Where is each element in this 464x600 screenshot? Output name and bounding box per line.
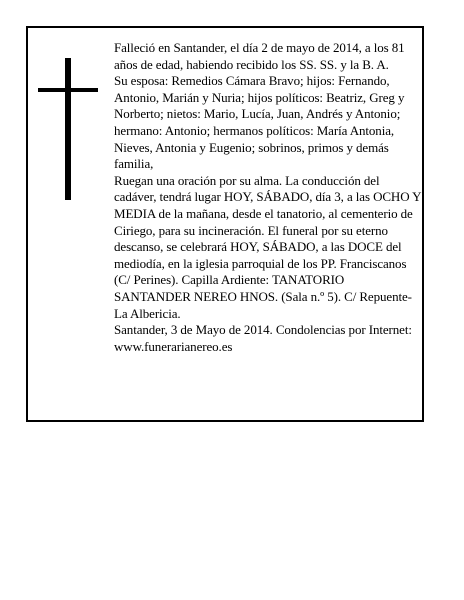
- obituary-notice: [26, 26, 424, 422]
- cross-vertical-bar: [65, 58, 71, 200]
- cross-icon: [38, 58, 100, 200]
- family-list: Su esposa: Remedios Cámara Bravo; hijos: Fernando, Antonio, Marián y Nuria; hijos políticos: Beatriz, Greg y Norberto; nietos: Mario, Lucía, Juan, Andrés y Antonio; hermano: Antonio; hermanos políticos: María Antonia, Nieves, Antonia y Eugenio; sobrinos, primos y demás familia,: [114, 73, 405, 172]
- obituary-text: [114, 40, 424, 355]
- death-announcement: Falleció en Santander, el día 2 de mayo de 2014, a los 81 años de edad, habiendo recibido los SS. SS. y la B. A.: [114, 40, 405, 72]
- cross-horizontal-bar: [38, 88, 98, 92]
- date-and-condolences: Santander, 3 de Mayo de 2014. Condolencias por Internet: www.funerarianereo.es: [114, 322, 412, 354]
- funeral-details: Ruegan una oración por su alma. La conducción del cadáver, tendrá lugar HOY, SÁBADO, día 3, a las OCHO Y MEDIA de la mañana, desde el tanatorio, al cementerio de Ciriego, para su incineración. El funeral por su eterno descanso, se celebrará HOY, SÁBADO, a las DOCE del mediodía, en la iglesia parroquial de los PP. Franciscanos (C/ Perines). Capilla Ardiente: TANATORIO SANTANDER NEREO HNOS. (Sala n.º 5). C/ Repuente-La Albericia.: [114, 172, 421, 321]
